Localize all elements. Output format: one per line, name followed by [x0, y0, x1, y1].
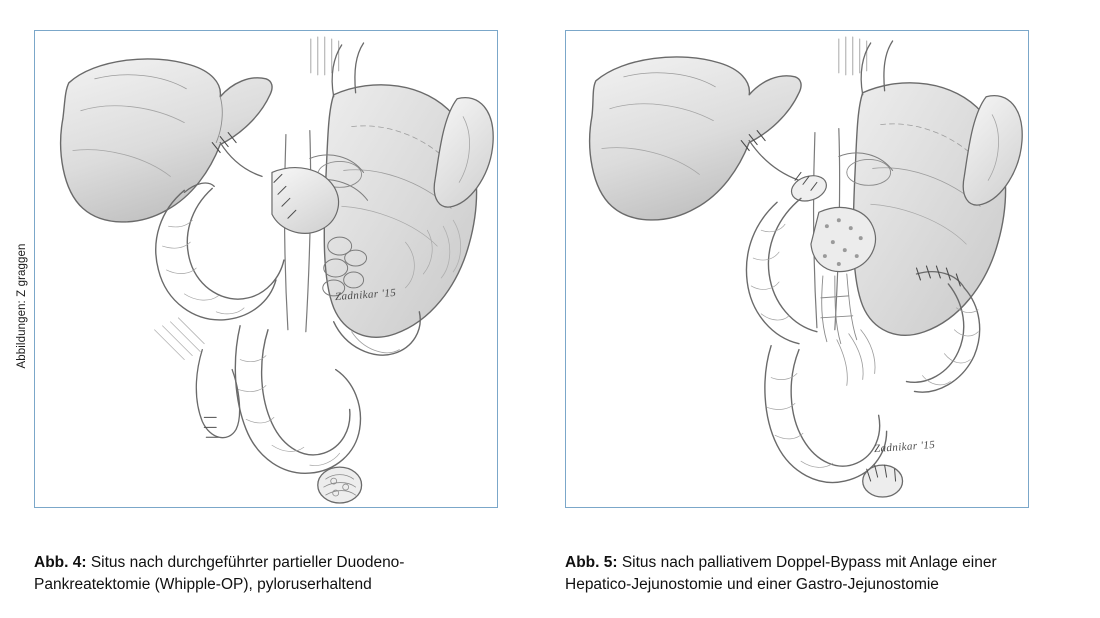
- figure-4-illustration: [35, 31, 497, 507]
- image-credit-text: Abbildungen: Z graggen: [16, 243, 28, 369]
- figure-5-caption-text: Situs nach palliativem Doppel-Bypass mit Anlage einer Hepatico-Jejunostomie und einer Gastro-Jejunostomie: [565, 554, 997, 594]
- figure-4-caption: [34, 552, 504, 597]
- figure-5-frame: [565, 30, 1029, 508]
- figure-4-label: Abb. 4:: [34, 554, 87, 571]
- figure-4: [34, 30, 534, 594]
- figure-5-illustration: [566, 31, 1028, 507]
- figure-5-caption: [565, 552, 1035, 597]
- figure-container: [34, 0, 1100, 618]
- figure-4-frame: [34, 30, 498, 508]
- figure-4-caption-text: Situs nach durchgeführter partieller Duodeno-Pankreatektomie (Whipple-OP), pyloruserhaltend: [34, 554, 405, 594]
- figure-5-label: Abb. 5:: [565, 554, 618, 571]
- figure-4-signature: Zadnikar '15: [334, 286, 397, 304]
- figure-5-signature: Zadnikar '15: [873, 438, 936, 456]
- figure-5: [565, 30, 1065, 594]
- image-credit: [0, 0, 34, 618]
